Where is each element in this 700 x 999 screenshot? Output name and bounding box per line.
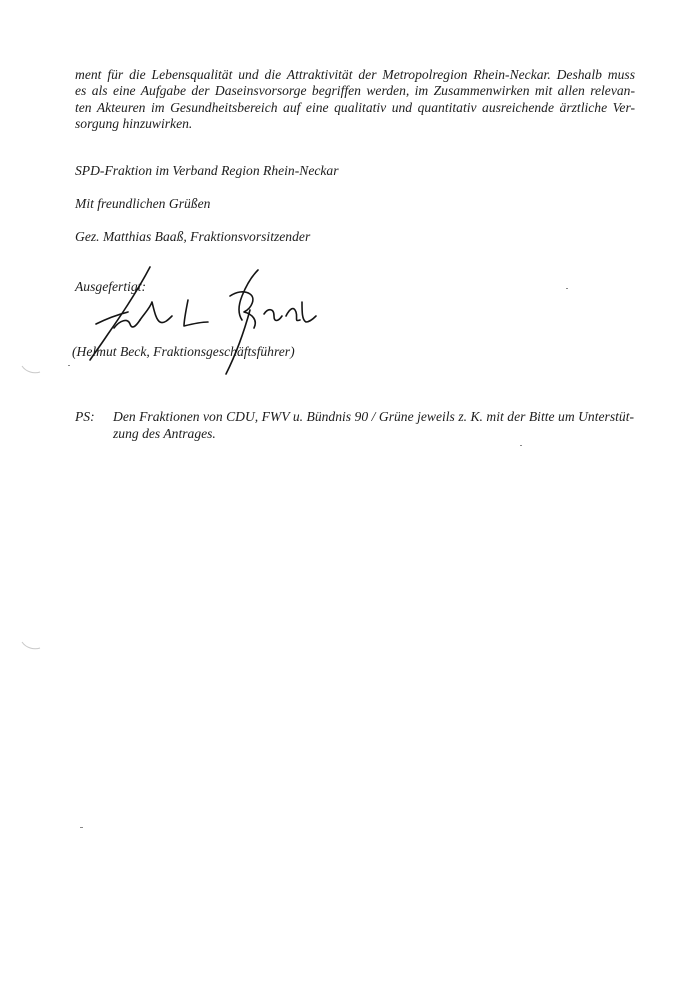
ps-label: PS:: [75, 409, 95, 424]
handwritten-signature: [80, 262, 320, 382]
closing-line: Mit freundlichen Grüßen: [75, 196, 211, 211]
signed-by-line: Gez. Matthias Baaß, Fraktionsvorsitzender: [75, 229, 311, 244]
ps-line-2: zung des Antrages.: [113, 426, 216, 441]
paragraph-line-1: ment für die Lebensqualität und die Attraktivität der Metropolregion Rhein-Neckar. Deshalb muss: [75, 67, 635, 82]
signatory-line: (Helmut Beck, Fraktionsgeschäftsführer): [72, 344, 295, 359]
ps-line-1: Den Fraktionen von CDU, FWV u. Bündnis 90 / Grüne jeweils z. K. mit der Bitte um Unterstüt-: [113, 409, 634, 424]
scan-speck: [520, 445, 522, 446]
paragraph-line-3: ten Akteuren im Gesundheitsbereich auf eine qualitativ und quantitativ ausreichende ärztliche Ver-: [75, 100, 635, 115]
punch-hole-mark-lower: [20, 640, 42, 652]
paragraph-line-2: es als eine Aufgabe der Daseinsvorsorge begriffen werden, im Zusammenwirken mit allen relevan-: [75, 83, 635, 98]
paragraph-line-4: sorgung hinzuwirken.: [75, 116, 193, 131]
scan-speck: [566, 288, 568, 289]
certified-label: Ausgefertigt:: [75, 279, 146, 294]
sender-line: SPD-Fraktion im Verband Region Rhein-Neckar: [75, 163, 339, 178]
scan-speck: [80, 827, 83, 828]
punch-hole-mark-upper: [20, 364, 42, 376]
scan-speck: [68, 365, 70, 366]
